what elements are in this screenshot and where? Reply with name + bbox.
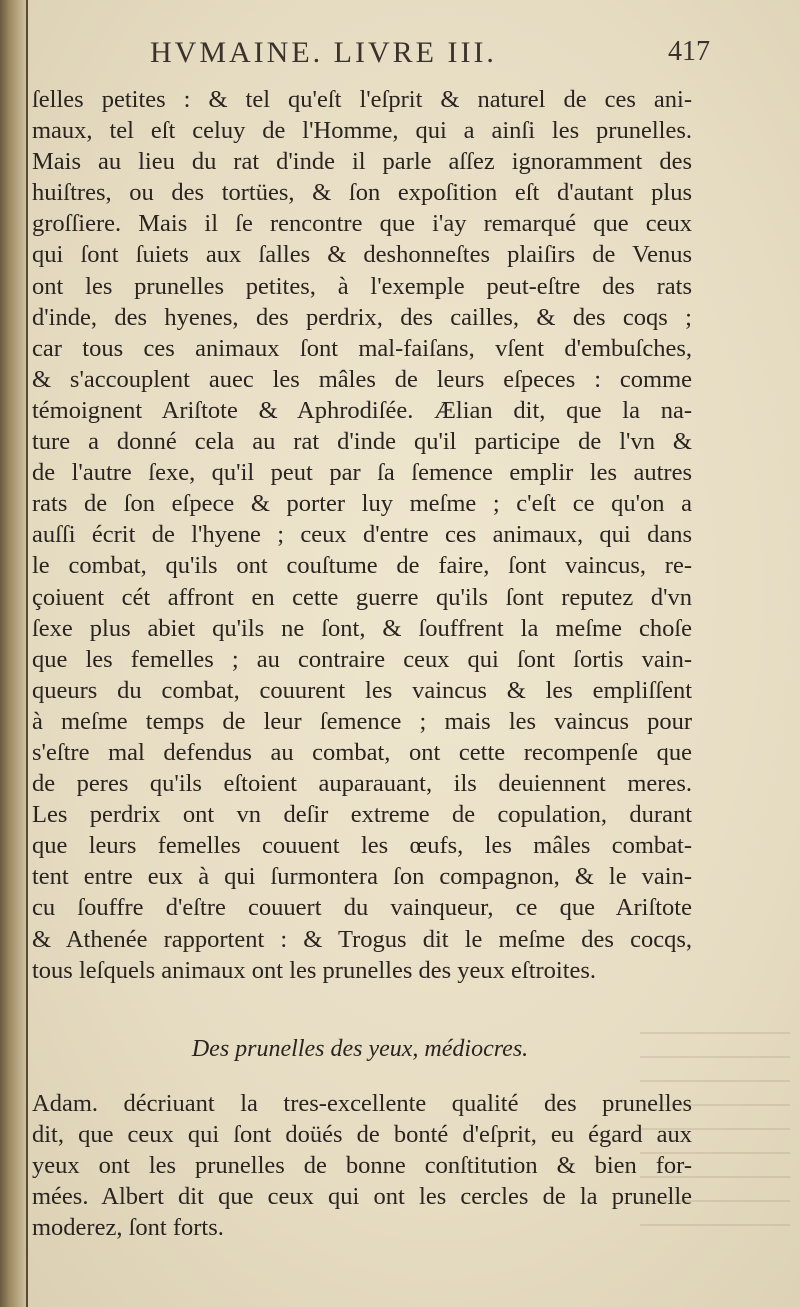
main-paragraph [32, 84, 692, 986]
text-line: auſſi écrit de l'hyene ; ceux d'entre ces animaux, qui dans [32, 521, 692, 549]
text-line: Adam. décriuant la tres-excellente qualité des prunelles [32, 1090, 692, 1117]
text-line: tous leſquels animaux ont les prunelles des yeux eſtroites. [32, 956, 597, 984]
text-line: qui ſont ſuiets aux ſalles & deshonneſtes plaiſirs de Venus [32, 241, 692, 269]
text-line: rats de ſon eſpece & porter luy meſme ; c'eſt ce qu'on a [32, 490, 692, 518]
text-line: moderez, ſont forts. [32, 1214, 224, 1242]
text-line: yeux ont les prunelles de bonne conſtitution & bien for- [32, 1152, 692, 1180]
second-paragraph [32, 1088, 692, 1243]
text-line: & Athenée rapportent : & Trogus dit le meſme des cocqs, [32, 925, 692, 953]
text-line: tent entre eux à qui ſurmontera ſon compagnon, & le vain- [32, 863, 692, 891]
text-line: d'inde, des hyenes, des perdrix, des cailles, & des coqs ; [32, 303, 692, 331]
text-line: que les femelles ; au contraire ceux qui ſont ſortis vain- [32, 645, 692, 673]
text-line: de l'autre ſexe, qu'il peut par ſa ſemence emplir les autres [32, 459, 692, 487]
text-line: cu ſouffre d'eſtre couuert du vainqueur, ce que Ariſtote [32, 894, 692, 922]
text-line: le combat, qu'ils ont couſtume de faire, ſont vaincus, re- [32, 552, 692, 580]
page-number: 417 [668, 36, 710, 67]
text-line: témoignent Ariſtote & Aphrodiſée. Ælian dit, que la na- [32, 396, 692, 424]
running-title: HVMAINE. LIVRE III. [150, 36, 497, 69]
section-subtitle: Des prunelles des yeux, médiocres. [191, 1036, 529, 1062]
show-through-text [640, 1010, 790, 1240]
text-line: que leurs femelles couuent les œufs, les mâles combat- [32, 832, 692, 860]
text-line: çoiuent cét affront en cette guerre qu'ils ſont reputez d'vn [32, 583, 692, 611]
text-line: de peres qu'ils eſtoient auparauant, ils deuiennent meres. [32, 770, 692, 798]
text-line: car tous ces animaux ſont mal-faiſans, vſent d'embuſches, [32, 334, 692, 362]
text-line: s'eſtre mal defendus au combat, ont cette recompenſe que [32, 738, 692, 766]
text-line: mées. Albert dit que ceux qui ont les cercles de la prunelle [32, 1183, 692, 1211]
gutter-fold-line [26, 0, 28, 1307]
text-line: ture a donné cela au rat d'inde qu'il participe de l'vn & [32, 428, 692, 456]
text-line: & s'accouplent auec les mâles de leurs eſpeces : comme [32, 365, 692, 393]
page-header [150, 36, 710, 76]
page-gutter [0, 0, 26, 1307]
text-line: ſexe plus abiet qu'ils ne ſont, & ſouffrent la meſme choſe [32, 614, 692, 642]
text-line: ont les prunelles petites, à l'exemple peut-eſtre des rats [32, 272, 692, 300]
text-line: huiſtres, ou des tortües, & ſon expoſition eſt d'autant plus [32, 179, 692, 207]
text-line: Mais au lieu du rat d'inde il parle aſſez ignoramment des [32, 148, 692, 176]
text-line: à meſme temps de leur ſemence ; mais les vaincus pour [32, 707, 692, 735]
text-line: queurs du combat, couurent les vaincus & les empliſſent [32, 676, 692, 704]
text-line: groſſiere. Mais il ſe rencontre que i'ay remarqué que ceux [32, 210, 692, 238]
text-line: dit, que ceux qui ſont doüés de bonté d'eſprit, eu égard aux [32, 1121, 692, 1149]
text-line: ſelles petites : & tel qu'eſt l'eſprit & naturel de ces ani- [32, 86, 692, 113]
text-line: Les perdrix ont vn deſir extreme de copulation, durant [32, 801, 692, 829]
text-line: maux, tel eſt celuy de l'Homme, qui a ainſi les prunelles. [32, 117, 692, 145]
